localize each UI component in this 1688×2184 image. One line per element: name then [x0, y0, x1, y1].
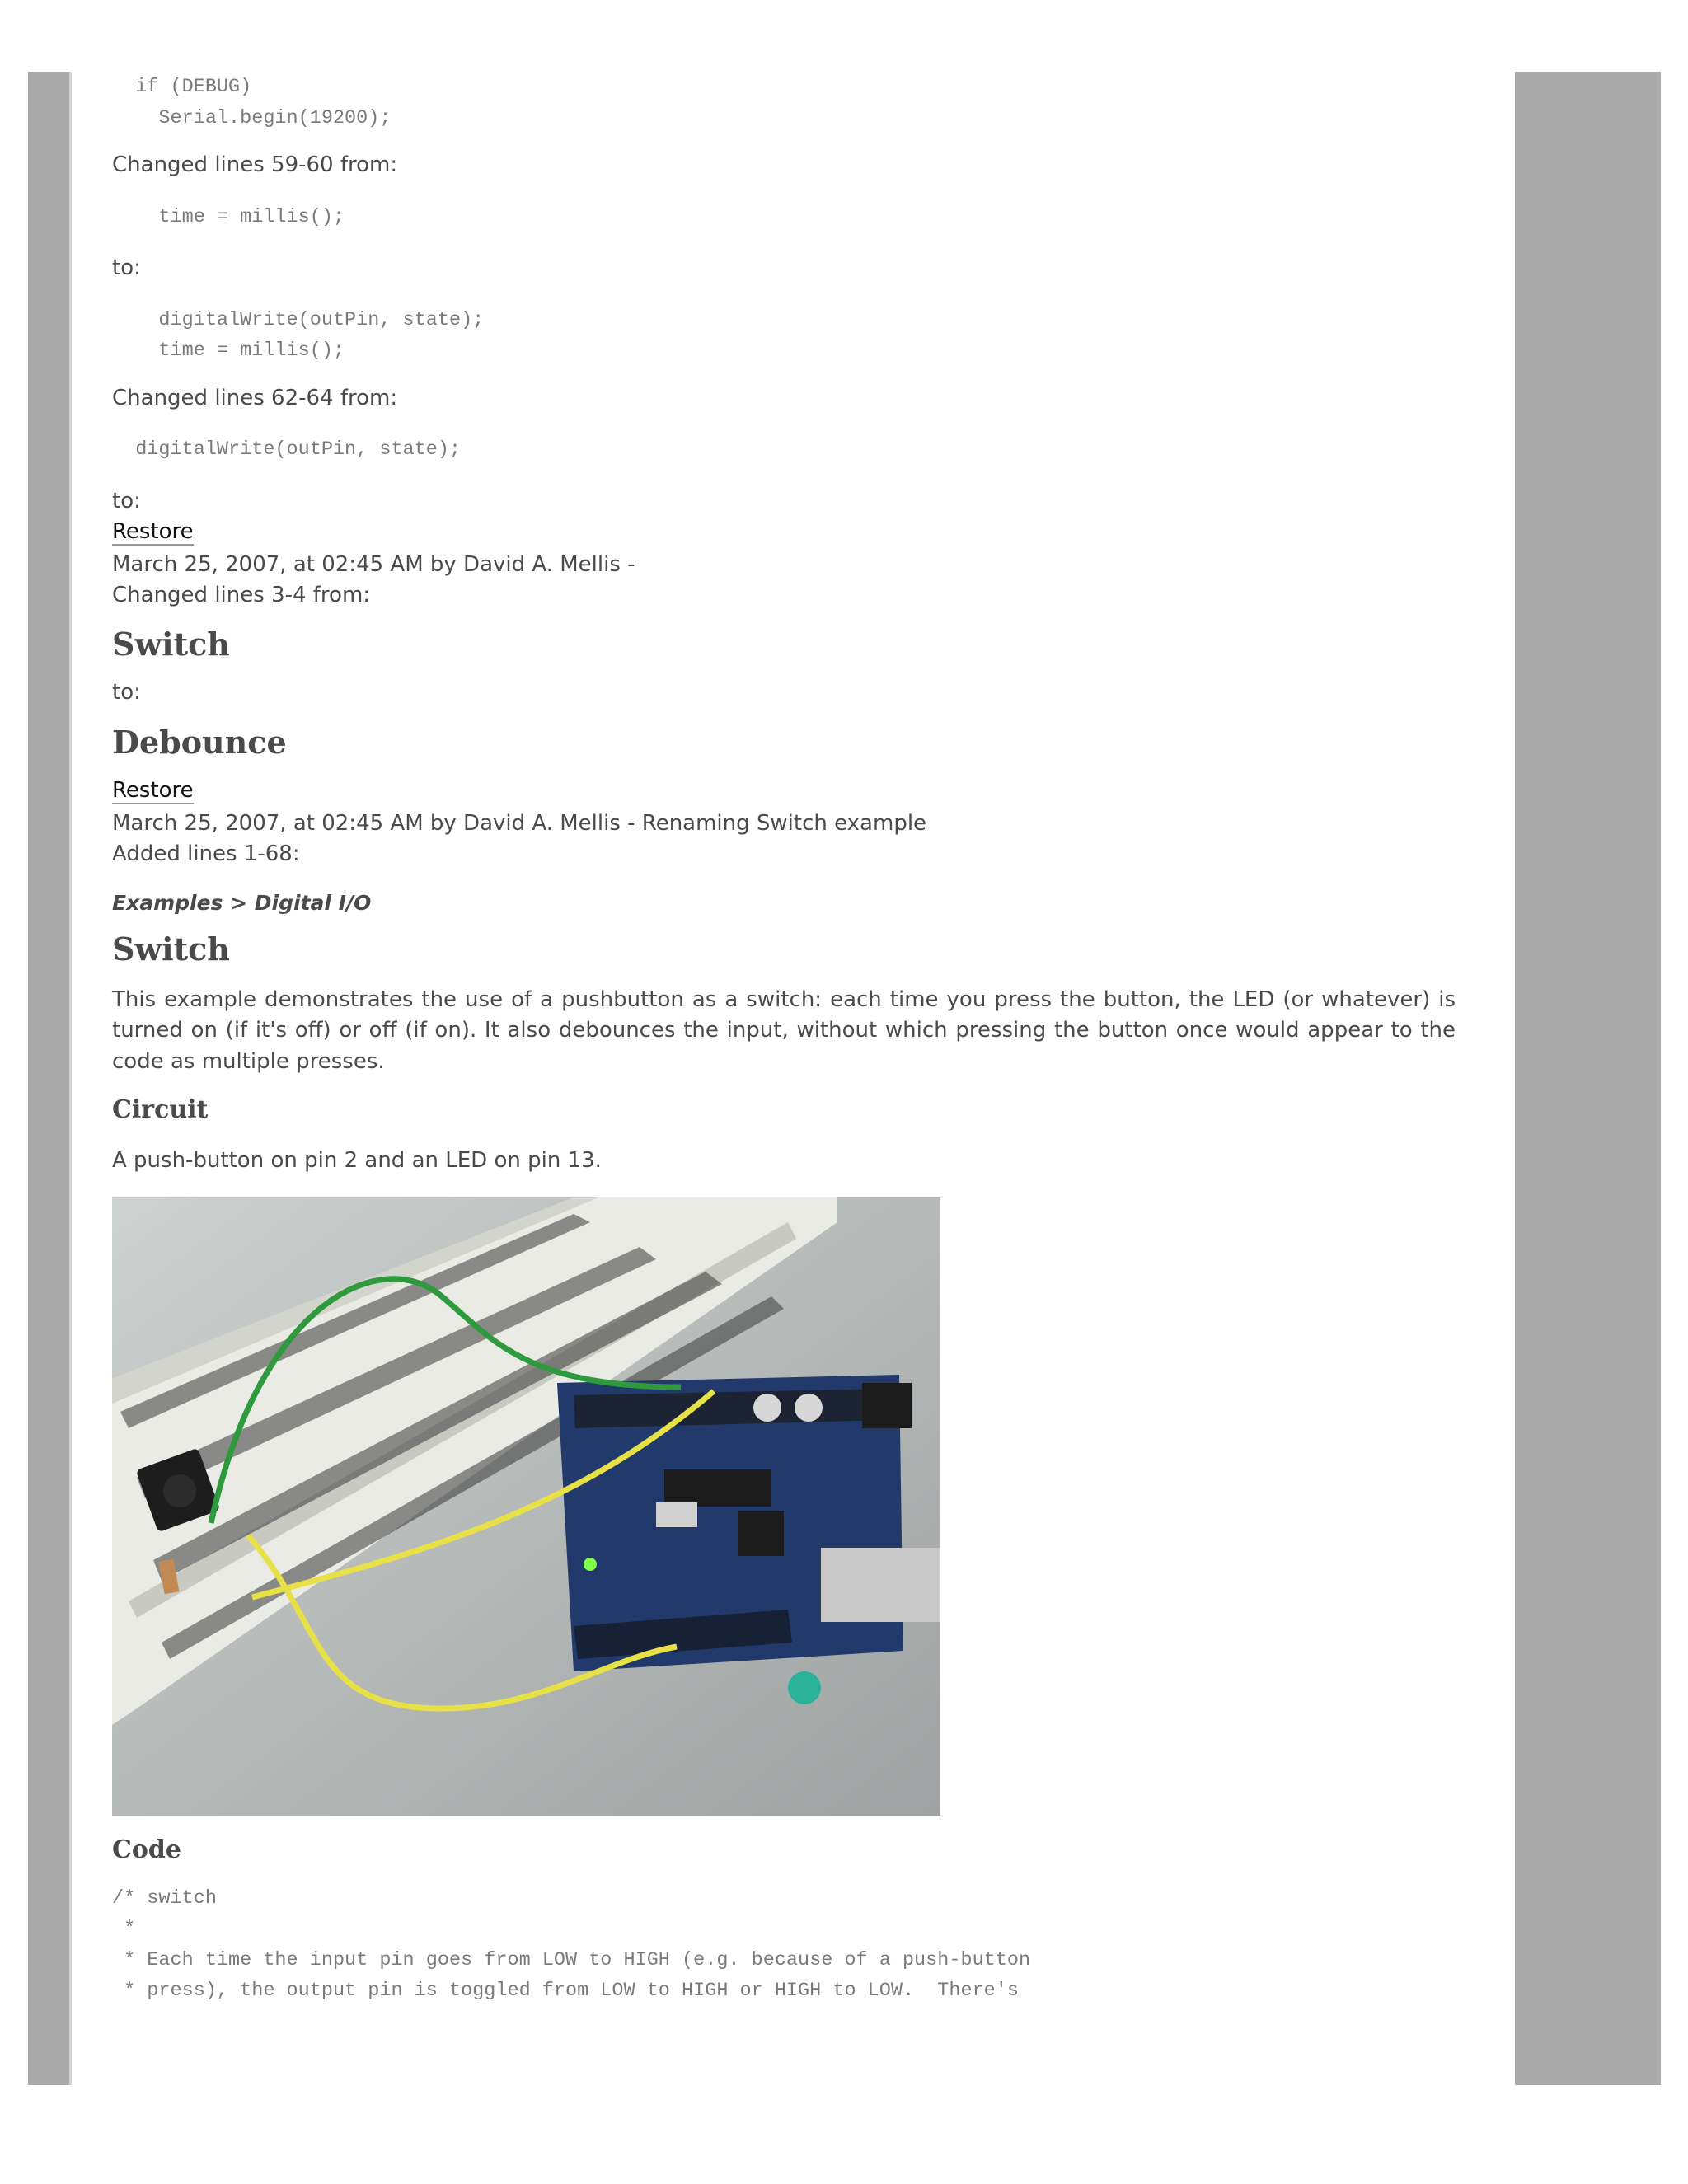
revision-meta: March 25, 2007, at 02:45 AM by David A. Mellis - Renaming Switch example	[112, 810, 927, 836]
circuit-description: A push-button on pin 2 and an LED on pin 13.	[112, 1148, 602, 1173]
restore-link[interactable]: Restore	[112, 778, 194, 803]
diff-line-changed-59-60: Changed lines 59-60 from:	[112, 152, 398, 177]
code-heading: Code	[112, 1835, 181, 1864]
diff-to-label: to:	[112, 679, 141, 705]
source-code-block: /* switch * * Each time the input pin goes from LOW to HIGH (e.g. because of a push-button * press), the output pin is toggled from LOW to HIGH or HIGH to LOW. There's	[112, 1886, 1031, 2002]
intro-paragraph: This example demonstrates the use of a pushbutton as a switch: each time you press the button, the LED (or whatever) is turned on (if it's off) or off (if on). It also debounces the input, without which pressing the button once would appear to the code as multiple presses.	[112, 987, 1456, 1074]
code-block-digitalwrite-old: digitalWrite(outPin, state);	[112, 438, 462, 461]
diff-to-label: to:	[112, 488, 141, 513]
right-margin-bar	[1515, 72, 1661, 2085]
diff-to-label: to:	[112, 255, 141, 280]
heading-debounce: Debounce	[112, 724, 287, 761]
code-block-millis: time = millis();	[112, 205, 345, 228]
diff-line-added: Added lines 1-68:	[112, 841, 300, 866]
circuit-heading: Circuit	[112, 1095, 209, 1124]
left-margin-edge	[69, 72, 72, 2085]
restore-link[interactable]: Restore	[112, 519, 194, 544]
page-content	[112, 72, 1456, 2007]
page-title: Switch	[112, 930, 230, 968]
breadcrumb: Examples > Digital I/O	[112, 890, 372, 915]
usb-connector	[821, 1548, 940, 1622]
power-jack	[862, 1383, 912, 1428]
left-margin-bar	[28, 72, 69, 2085]
circuit-photo	[112, 1197, 1456, 1816]
code-block-digitalwrite: digitalWrite(outPin, state); time = millis();	[158, 308, 485, 362]
revision-meta: March 25, 2007, at 02:45 AM by David A. Mellis -	[112, 551, 635, 577]
led-indicator	[584, 1558, 597, 1571]
code-block-debug: if (DEBUG) Serial.begin(19200);	[135, 76, 392, 129]
green-led	[788, 1671, 821, 1704]
heading-switch-old: Switch	[112, 625, 230, 663]
diff-line-changed-62-64: Changed lines 62-64 from:	[112, 385, 398, 410]
diff-line-changed-3-4: Changed lines 3-4 from:	[112, 583, 371, 607]
